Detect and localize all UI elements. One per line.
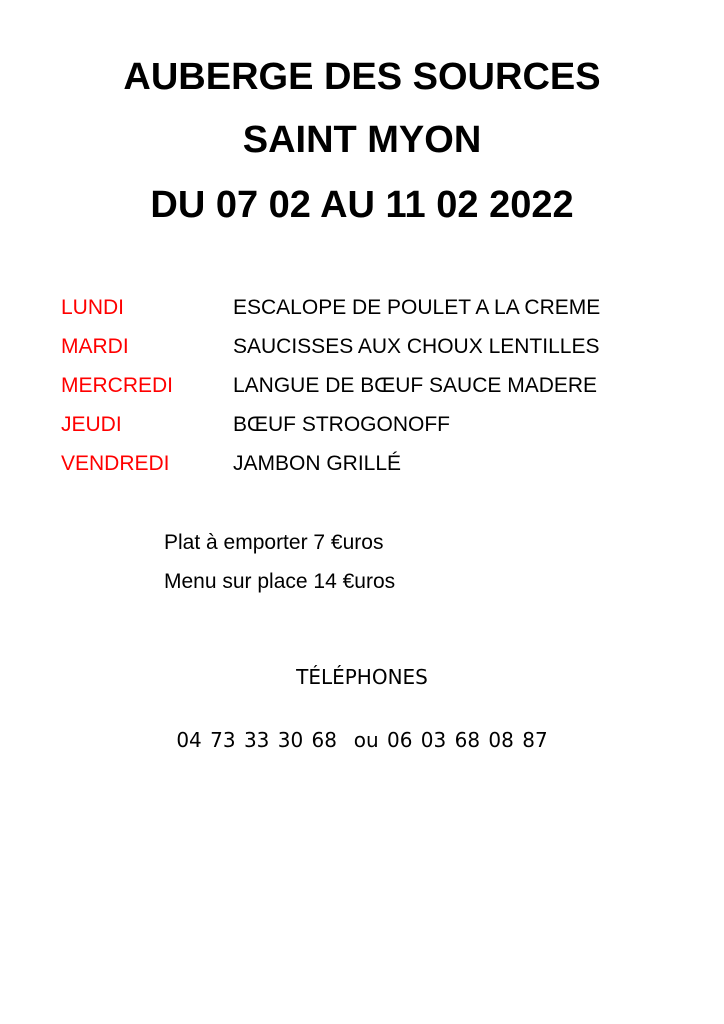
date-range: DU 07 02 AU 11 02 2022 xyxy=(150,184,574,226)
dish-name: ESCALOPE DE POULET A LA CREME xyxy=(233,296,601,319)
day-label: JEUDI xyxy=(61,413,122,436)
day-label: MERCREDI xyxy=(61,374,174,397)
menu-row-monday xyxy=(0,292,724,324)
menu-row-thursday xyxy=(0,409,724,441)
dish-name: JAMBON GRILLÉ xyxy=(233,452,402,475)
restaurant-name: AUBERGE DES SOURCES xyxy=(123,56,601,98)
town-name: SAINT MYON xyxy=(242,119,482,161)
dish-name: LANGUE DE BŒUF SAUCE MADERE xyxy=(233,374,598,397)
dish-name: SAUCISSES AUX CHOUX LENTILLES xyxy=(233,335,600,358)
day-label: VENDREDI xyxy=(61,452,170,475)
menu-row-tuesday xyxy=(0,331,724,363)
onsite-menu-price: Menu sur place 14 €uros xyxy=(164,570,396,593)
day-label: MARDI xyxy=(61,335,129,358)
phones-heading: TÉLÉPHONES xyxy=(296,665,428,689)
phone-numbers: 04 73 33 30 68 ou 06 03 68 08 87 xyxy=(176,728,548,752)
day-label: LUNDI xyxy=(61,296,125,319)
menu-row-wednesday xyxy=(0,370,724,402)
dish-name: BŒUF STROGONOFF xyxy=(233,413,450,436)
takeaway-price: Plat à emporter 7 €uros xyxy=(164,531,384,554)
menu-row-friday xyxy=(0,448,724,480)
